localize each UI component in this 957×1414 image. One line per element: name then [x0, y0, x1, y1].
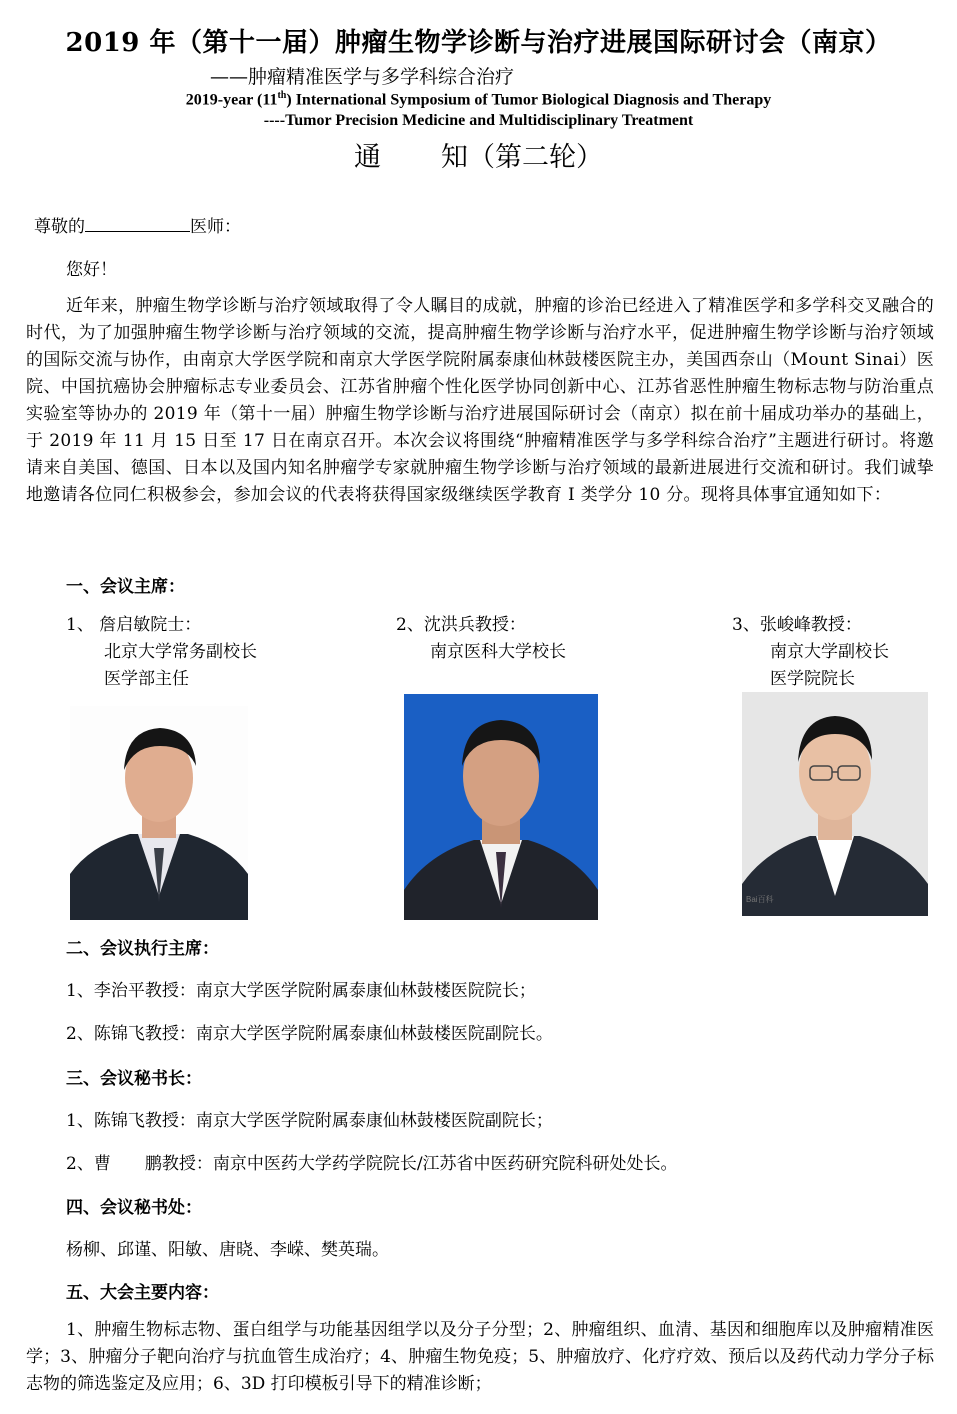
chair-title: 医学院院长 — [770, 669, 855, 689]
chair-3-photo — [742, 692, 928, 916]
chair-2-photo — [404, 694, 598, 920]
section-secretariat-title: 四、会议秘书处： — [66, 1198, 202, 1218]
chair-3 — [732, 612, 889, 693]
subtitle-english: ----Tumor Precision Medicine and Multidisciplinary Treatment — [263, 112, 694, 129]
name-blank — [85, 215, 190, 232]
section-content-title: 五、大会主要内容： — [66, 1283, 219, 1303]
subtitle-chinese: ——肿瘤精准医学与多学科综合治疗 — [210, 66, 515, 88]
secretary-general-2: 2、曹 鹏教授：南京中医药大学药学院院长/江苏省中医药研究院科研处处长。 — [66, 1154, 678, 1174]
chair-1 — [66, 612, 257, 693]
executive-chair-2: 2、陈锦飞教授：南京大学医学院附属泰康仙林鼓楼医院副院长。 — [66, 1024, 553, 1044]
notice-heading: 通 知（第二轮） — [354, 142, 603, 173]
secretariat-members: 杨柳、邱谨、阳敏、唐晓、李嵘、樊英瑞。 — [66, 1240, 389, 1260]
chair-2 — [396, 612, 566, 666]
chair-name: 3、张峻峰教授： — [732, 615, 862, 635]
greeting-hello: 您好！ — [66, 260, 117, 280]
photo-watermark: Bai百科 — [746, 895, 774, 904]
salutation: 尊敬的 医师： — [34, 217, 241, 237]
section-executive-chairs-title: 二、会议执行主席： — [66, 939, 219, 959]
chair-1-photo — [70, 706, 248, 920]
intro-paragraph: 近年来，肿瘤生物学诊断与治疗领域取得了令人瞩目的成就，肿瘤的诊治已经进入了精准医学和多学科交叉融合的时代，为了加强肿瘤生物学诊断与治疗领域的交流，提高肿瘤生物学诊断与治疗水平，促进肿瘤生物学诊断与治疗领域的国际交流与协作，由南京大学医学院和南京大学医学院附属泰康仙林鼓楼医院主办，美国西奈山（Mount Sinai）医院、中国抗癌协会肿瘤标志专业委员会、江苏省肿瘤个性化医学协同创新中心、江苏省恶性肿瘤生物标志物与防治重点实验室等协办的 2019 年（第十一届）肿瘤生物学诊断与治疗进展国际研讨会（南京）拟在前十届成功举办的基础上，于 2019 年 11 月 15 日至 17 日在南京召开。本次会议将围绕“肿瘤精准医学与多学科综合治疗”主题进行研讨。将邀请来自美国、德国、日本以及国内知名肿瘤学专家就肿瘤生物学诊断与治疗领域的最新进展进行交流和研讨。我们诚挚地邀请各位同仁积极参会，参加会议的代表将获得国家级继续医学教育 I 类学分 10 分。现将具体事宜通知如下： — [26, 296, 934, 505]
chair-title: 南京医科大学校长 — [430, 642, 566, 662]
chair-title: 北京大学常务副校长 — [104, 642, 257, 662]
chair-name: 1、 詹启敏院士： — [66, 615, 202, 635]
main-content-paragraph: 1、肿瘤生物标志物、蛋白组学与功能基因组学以及分子分型；2、肿瘤组织、血清、基因和细胞库以及肿瘤精准医学；3、肿瘤分子靶向治疗与抗血管生成治疗；4、肿瘤生物免疫；5、肿瘤放疗、化疗疗效、预后以及药代动力学分子标志物的筛选鉴定及应用；6、3D 打印模板引导下的精准诊断； — [26, 1320, 934, 1394]
section-secretary-general-title: 三、会议秘书长： — [66, 1069, 202, 1089]
secretary-general-1: 1、陈锦飞教授：南京大学医学院附属泰康仙林鼓楼医院副院长； — [66, 1111, 553, 1131]
chair-name: 2、沈洪兵教授： — [396, 615, 526, 635]
title-chinese: 2019 年（第十一届）肿瘤生物学诊断与治疗进展国际研讨会（南京） — [65, 28, 892, 58]
executive-chair-1: 1、李治平教授：南京大学医学院附属泰康仙林鼓楼医院院长； — [66, 981, 536, 1001]
chair-title: 医学部主任 — [104, 669, 189, 689]
chair-title: 南京大学副校长 — [770, 642, 889, 662]
title-english: 2019-year (11th) International Symposium of Tumor Biological Diagnosis and Therapy — [185, 90, 772, 109]
section-chairs-title: 一、会议主席： — [66, 577, 185, 597]
